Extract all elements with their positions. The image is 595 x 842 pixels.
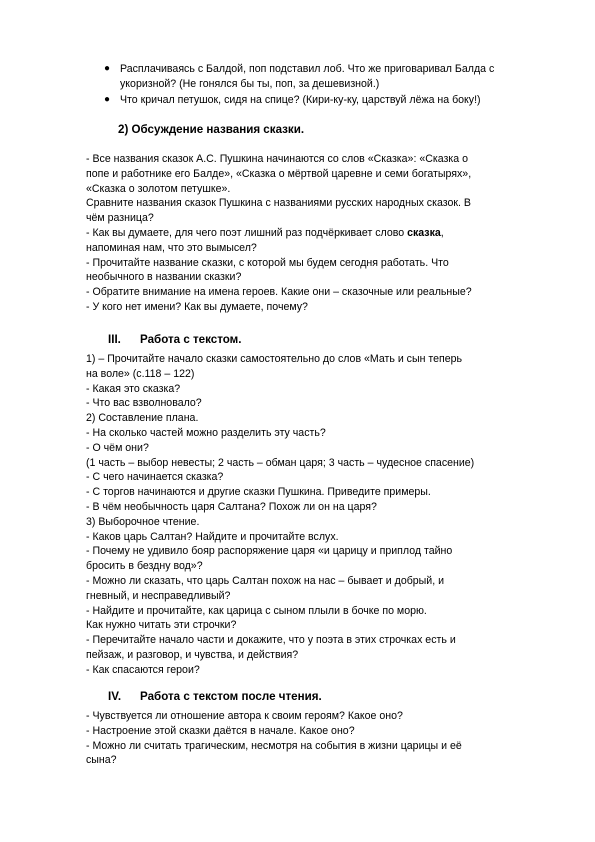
- text-line: - Можно ли считать трагическим, несмотря на события в жизни царицы и её: [86, 739, 462, 752]
- section-3-heading: [108, 333, 241, 346]
- section-title: Работа с текстом после чтения.: [140, 690, 322, 703]
- text-line: - С чего начинается сказка?: [86, 471, 224, 484]
- text-line: - Все названия сказок А.С. Пушкина начинаются со слов «Сказка»: «Сказка о: [86, 153, 468, 165]
- text-line: 3) Выборочное чтение.: [86, 515, 200, 528]
- text-line: - У кого нет имени? Как вы думаете, почему?: [86, 300, 308, 313]
- text-fragment: - Как вы думаете, для чего поэт лишний раз подчёркивает слово: [86, 226, 408, 239]
- section-number: III.: [108, 333, 121, 346]
- text-line: бросить в бездну вод»?: [86, 560, 203, 573]
- text-line: - Перечитайте начало части и докажите, что у поэта в этих строчках есть и: [86, 634, 456, 647]
- section-2-heading: 2) Обсуждение названия сказки.: [118, 123, 305, 136]
- text-line: (1 часть – выбор невесты; 2 часть – обман царя; 3 часть – чудесное спасение): [86, 456, 475, 469]
- text-line: - Обратите внимание на имена героев. Какие они – сказочные или реальные?: [86, 286, 472, 299]
- bullet-icon: ●: [104, 93, 111, 105]
- text-line: сына?: [86, 754, 117, 767]
- list-item: [100, 93, 540, 108]
- text-line: - С торгов начинаются и другие сказки Пушкина. Приведите примеры.: [86, 486, 431, 499]
- text-line: - На сколько частей можно разделить эту часть?: [86, 426, 326, 439]
- text-line: - Чувствуется ли отношение автора к своим героям? Какое оно?: [86, 710, 403, 722]
- emphasized-word: сказка: [407, 226, 441, 239]
- text-line: напоминая нам, что это вымысел?: [86, 241, 257, 254]
- section-2-body: [86, 152, 536, 315]
- text-line: Сравните названия сказок Пушкина с названиями русских народных сказок. В: [86, 197, 471, 210]
- section-4-body: [86, 709, 536, 768]
- text-line: - Что вас взволновало?: [86, 397, 202, 410]
- list-item: [100, 62, 540, 92]
- text-line: «Сказка о золотом петушке».: [86, 182, 231, 195]
- bullet-list: [100, 62, 540, 108]
- text-line: - Какая это сказка?: [86, 382, 181, 395]
- text-line: - Можно ли сказать, что царь Салтан похож на нас – бывает и добрый, и: [86, 574, 445, 587]
- text-line: - Почему не удивило бояр распоряжение царя «и царицу и приплод тайно: [86, 545, 453, 558]
- text-line: - Настроение этой сказки даётся в начале. Какое оно?: [86, 724, 355, 737]
- text-line: [86, 226, 536, 241]
- section-title: Работа с текстом.: [140, 333, 242, 346]
- text-line: - Каков царь Салтан? Найдите и прочитайте вслух.: [86, 530, 339, 543]
- text-line: гневный, и несправедливый?: [86, 589, 231, 602]
- section-number: IV.: [108, 690, 122, 703]
- text-line: необычного в названии сказки?: [86, 271, 242, 284]
- text-line: - Прочитайте название сказки, с которой мы будем сегодня работать. Что: [86, 256, 449, 269]
- text-fragment: ,: [440, 226, 444, 239]
- text-line: - В чём необычность царя Салтана? Похож ли он на царя?: [86, 500, 377, 513]
- text-line: на воле» (с.118 – 122): [86, 367, 195, 380]
- text-line: попе и работнике его Балде», «Сказка о мёртвой царевне и семи богатырях»,: [86, 167, 472, 180]
- text-line: пейзаж, и разговор, и чувства, и действия?: [86, 648, 299, 661]
- bullet-text: Что кричал петушок, сидя на спице? (Кири-ку-ку, царствуй лёжа на боку!): [120, 93, 481, 106]
- section-3-body: [86, 352, 536, 678]
- section-4-heading: [108, 690, 322, 703]
- bullet-icon: ●: [104, 63, 111, 74]
- bullet-text: Расплачиваясь с Балдой, поп подставил лоб. Что же приговаривал Балда с укоризной? (Не гонялся бы ты, поп, за дешевизной.): [120, 63, 495, 90]
- text-line: - О чём они?: [86, 441, 149, 454]
- text-line: Как нужно читать эти строчки?: [86, 619, 237, 632]
- text-line: - Найдите и прочитайте, как царица с сыном плыли в бочке по морю.: [86, 604, 427, 617]
- text-line: 2) Составление плана.: [86, 412, 199, 425]
- text-line: 1) – Прочитайте начало сказки самостоятельно до слов «Мать и сын теперь: [86, 353, 463, 365]
- text-line: чём разница?: [86, 212, 154, 225]
- text-line: - Как спасаются герои?: [86, 663, 200, 676]
